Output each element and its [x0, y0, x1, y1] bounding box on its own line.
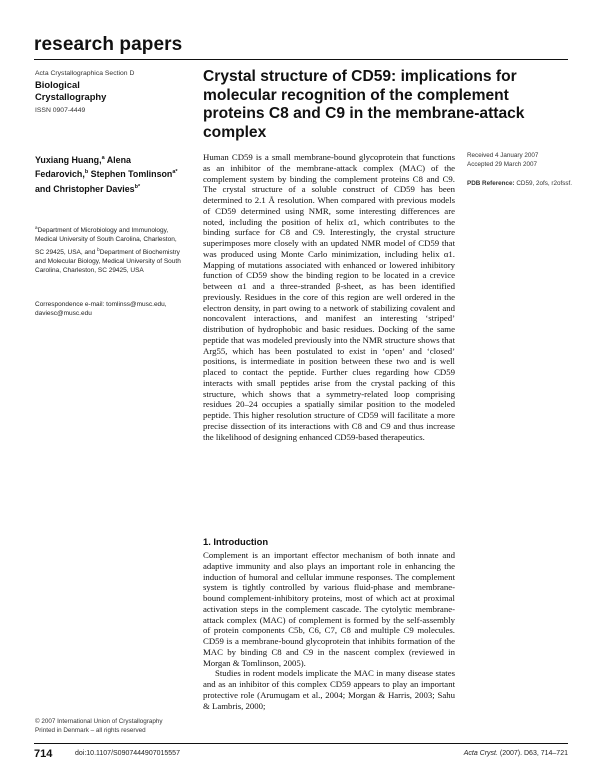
accepted-date: Accepted 29 March 2007: [467, 160, 538, 168]
affil-text: Department of Microbiology and Immunology, Medical University of South Carolina, Charleston, SC 29425, USA, and: [35, 227, 177, 256]
author-affil-mark: b: [84, 169, 89, 176]
copyright: [35, 718, 195, 736]
footer-rule: [34, 743, 568, 744]
pdb-value: CD59, 2ofs, r2ofssf.: [514, 179, 572, 187]
author-name: Stephen Tomlinson: [88, 169, 173, 180]
journal-name: [35, 79, 185, 103]
affiliations: [35, 223, 185, 275]
journal-section: Acta Crystallographica Section D: [35, 70, 135, 77]
copyright-line: © 2007 International Union of Crystallography: [35, 718, 163, 725]
issn: ISSN 0907-4449: [35, 107, 86, 114]
section-header: research papers: [34, 34, 183, 55]
article-title: Crystal structure of CD59: implications for molecular recognition of the complement proteins C8 and C9 in the membrane-attack complex: [203, 68, 525, 141]
pdb-label: PDB Reference:: [467, 179, 515, 187]
journal-name-line1: Biological: [35, 79, 80, 90]
journal-citation: [433, 750, 568, 757]
author-name: Yuxiang Huang,: [35, 154, 102, 165]
received-date: Received 4 January 2007: [467, 152, 539, 159]
abstract: Human CD59 is a small membrane-bound glycoprotein that functions as an inhibitor of the membrane-attack complex (MAC) of the complement system by binding the complement proteins C8 and C9. The crystal structure of a soluble construct of CD59 has been determined to 2.1 Å resolution. When compared with previous models of CD59 determined using NMR, some interesting differences are noted, including the position of helix α1, which contributes to the binding surface for C8 and C9. Interestingly, the crystal structure superimposes more closely with an updated NMR model of CD59 that was produced using Monte Carlo minimization, including helix α1. Mapping of mutations associated with enhanced or lowered inhibitory function of CD59 show the binding region to be located in a crevice between α1 and a three-stranded β-sheet, as has been identified previously. Residues in the core of this region are well ordered in the electron density, in part owing to a network of stabilizing covalent and noncovalent interactions, and manifest an interesting ‘striped’ distribution of hydrophobic and basic residues. Docking of the same peptide that was modeled previously into the NMR structure shows that Arg55, which has been postulated to exist in ‘open’ and ‘closed’ positions, is intermediate in position between these two and is well placed to contact the peptide. Further clues regarding how CD59 interacts with small peptides arise from the crystal packing of this structure, which shows that a symmetry-related loop comprising residues 20–24 occupies a spatially similar position to the modeled peptide. This higher resolution structure of CD59 will facilitate a more precise dissection of its interactions with C8 and C9 and thus increase the likelihood of designing enhanced CD59-based therapeutics.: [203, 152, 455, 442]
introduction-body: [203, 550, 455, 711]
author-affil-mark: a*: [172, 169, 178, 176]
section-heading: 1. Introduction: [203, 536, 269, 547]
author-affil-mark: a: [101, 155, 105, 161]
affil-text: Department of Biochemistry and Molecular Biology, Medical University of South Carolina, Charleston, SC 29425, USA: [35, 248, 181, 275]
pdb-reference: [467, 180, 577, 189]
journal-name-line2: Crystallography: [35, 91, 107, 102]
author-name: Alena Fedarovich,: [35, 154, 131, 180]
page-number: 714: [34, 748, 53, 760]
journal-info: [35, 70, 185, 114]
paragraph: Complement is an important effector mechanism of both innate and adaptive immunity and also plays an important role in enhancing the induction of humoral and cellular immune responses. The complement system is tightly controlled by various fluid-phase and membrane-bound complement-inhibitory proteins, most of which act at proximal activation steps in the complement cascade. The cytolytic membrane-attack complex (MAC) of complement is formed by the self-assembly of protein components C5b, C6, C7, C8 and multiple C9 molecules. CD59 is a membrane-bound glycoprotein that inhibits formation of the MAC by binding C8 and C9 in the nascent complex (reviewed in Morgan & Tomlinson, 2005).: [203, 550, 455, 668]
citation-details: (2007). D63, 714–721: [497, 750, 568, 757]
correspondence: Correspondence e-mail: tomlinss@musc.edu, daviesc@musc.edu: [35, 301, 167, 318]
author-affil-mark: b*: [134, 183, 141, 190]
header-rule: [34, 59, 568, 60]
paragraph: Studies in rodent models implicate the MAC in many disease states and as an inhibitor of this complex CD59 appears to play an important protective role (Arumugam et al., 2004; Morgan & Harris, 2003; Sahu & Lambris, 2000;: [203, 668, 455, 711]
affil-mark: a: [35, 225, 38, 230]
author-name: and Christopher Davies: [35, 183, 135, 194]
author-list: [35, 152, 185, 195]
article-dates: [467, 152, 577, 188]
citation-journal: Acta Cryst.: [463, 750, 498, 757]
affil-mark: b: [97, 246, 100, 252]
copyright-line: Printed in Denmark – all rights reserved: [35, 726, 146, 734]
doi: doi:10.1107/S0907444907015557: [75, 750, 180, 757]
